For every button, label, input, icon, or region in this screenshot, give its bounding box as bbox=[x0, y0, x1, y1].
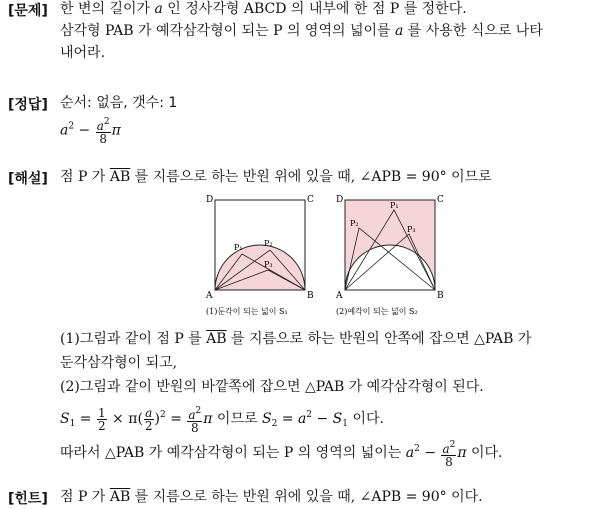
label-P1a: P₁ bbox=[234, 243, 243, 252]
hint-section bbox=[8, 488, 592, 508]
solution-line-2: (1)그림과 같이 점 P 를 $\overline{AB}$ 를 지름으로 하는 반원의 안쪽에 잡으면 △PAB 가 bbox=[60, 331, 532, 347]
solution-line-3: 둔각삼각형이 되고, bbox=[60, 355, 178, 371]
solution-line-5: $S_1$ = $\frac{1}{2}$ × π( $\frac{a}{2}$ )$^2$ = $\frac{a^2}{8}$ π 이므로 $S_2 = a^2 - S_1$ 이다. bbox=[60, 405, 384, 435]
label-C1: C bbox=[307, 195, 314, 205]
problem-tag: [문제] bbox=[8, 3, 48, 19]
label-P1b: P₁ bbox=[390, 201, 399, 210]
solution-section bbox=[8, 168, 592, 473]
problem-line-1: 한 변의 길이가 a 인 정사각형 ABCD 의 내부에 한 점 P 를 정한다. bbox=[60, 1, 467, 17]
solution-tag: [해설] bbox=[8, 171, 48, 187]
answer-tag: [정답] bbox=[8, 97, 48, 113]
figure-obtuse bbox=[205, 195, 314, 316]
label-C2: C bbox=[437, 195, 444, 205]
label-A1: A bbox=[206, 291, 213, 301]
problem-section bbox=[8, 0, 592, 70]
hint-line: 점 P 가 $\overline{AB}$ 를 지름으로 하는 반원 위에 있을 때, ∠APB = 90° 이다. bbox=[60, 489, 483, 505]
label-B1: B bbox=[307, 291, 314, 301]
caption-2: (2)예각이 되는 넓이 S₂ bbox=[336, 307, 418, 316]
label-P2a: P₂ bbox=[264, 239, 273, 248]
label-P2b: P₂ bbox=[350, 219, 359, 228]
answer-line-1: 순서: 없음, 갯수: 1 bbox=[60, 95, 178, 111]
label-P3a: P₃ bbox=[264, 260, 273, 269]
label-B2: B bbox=[437, 291, 444, 301]
answer-section bbox=[8, 94, 592, 154]
solution-line-1: 점 P 가 $\overline{AB}$ 를 지름으로 하는 반원 위에 있을 때, ∠APB = 90° 이므로 bbox=[60, 169, 492, 185]
label-A2: A bbox=[336, 291, 343, 301]
problem-line-2: 삼각형 PAB 가 예각삼각형이 되는 P 의 영역의 넓이를 a 를 사용한 식으로 나타 bbox=[60, 23, 543, 39]
label-D2: D bbox=[336, 195, 344, 205]
hint-tag: [힌트] bbox=[8, 491, 48, 507]
solution-figures bbox=[204, 190, 454, 318]
label-D1: D bbox=[206, 195, 214, 205]
caption-1: (1)둔각이 되는 넓이 S₁ bbox=[206, 307, 288, 316]
answer-expression: $a^2$ − $\frac{a^2}{8}$ π bbox=[60, 117, 121, 146]
solution-line-4: (2)그림과 같이 반원의 바깥쪽에 잡으면 △PAB 가 예각삼각형이 된다. bbox=[60, 379, 484, 395]
problem-line-3: 내어라. bbox=[60, 45, 106, 61]
figure-acute bbox=[335, 195, 444, 316]
solution-line-6: 따라서 △PAB 가 예각삼각형이 되는 P 의 영역의 넓이는 $a^2$ − $\frac{a^2}{8}$ π 이다. bbox=[60, 439, 503, 469]
label-P3b: P₃ bbox=[407, 225, 416, 234]
